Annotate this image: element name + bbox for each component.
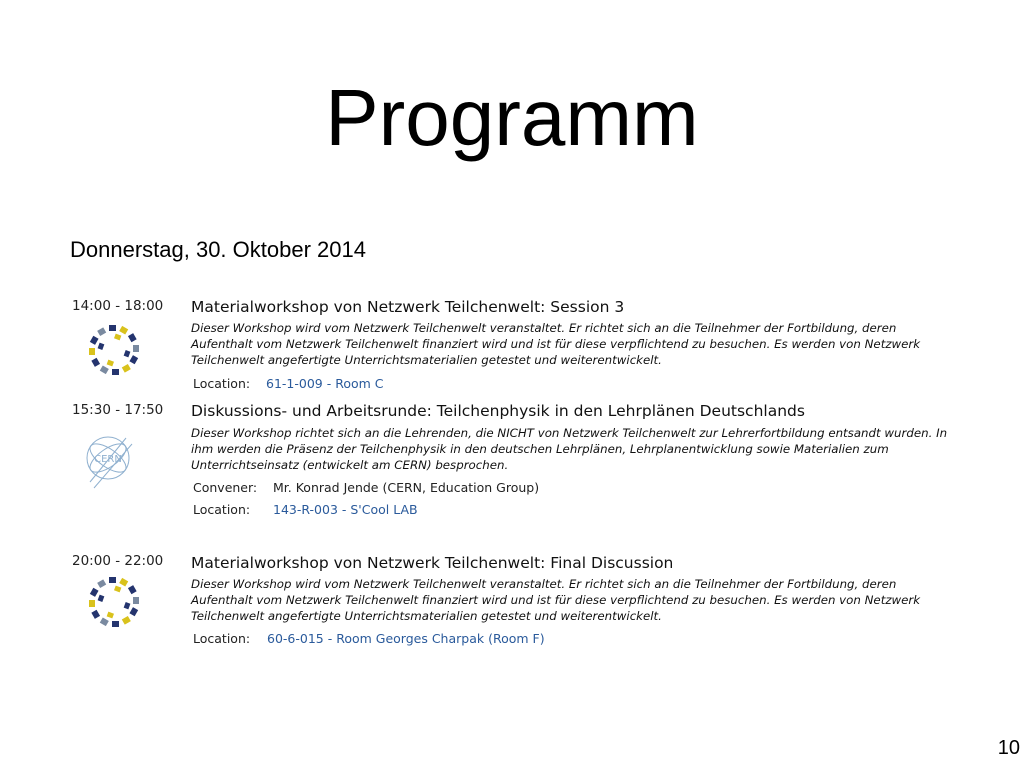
- slide-date: Donnerstag, 30. Oktober 2014: [70, 237, 366, 262]
- cern-logo-text: CERN: [94, 454, 122, 465]
- event-title: Materialworkshop von Netzwerk Teilchenwelt: Session 3: [191, 298, 625, 316]
- event-title: Diskussions- und Arbeitsrunde: Teilchenphysik in den Lehrplänen Deutschlands: [191, 402, 805, 420]
- event-title: Materialworkshop von Netzwerk Teilchenwelt: Final Discussion: [191, 554, 674, 572]
- netzwerk-teilchenwelt-logo-icon: [86, 574, 142, 630]
- slide-title: Programm: [325, 73, 699, 162]
- location-link[interactable]: 143-R-003 - S'Cool LAB: [273, 502, 418, 517]
- location-link[interactable]: 61-1-009 - Room C: [266, 376, 384, 391]
- location-label: Location:: [193, 631, 251, 646]
- event-description: Dieser Workshop wird vom Netzwerk Teilchenwelt veranstaltet. Er richtet sich an die Teilnehmer der Fortbildung, deren Aufenthalt vom Netzwerk Teilchenwelt finanziert wird und ist für diese verpflichtend zu besuchen. Es werden von Netzwerk Teilchenwelt angefertigte Unterrichtsmaterialien getestet und weiterentwickelt.: [191, 321, 921, 367]
- event-time: 14:00 - 18:00: [72, 298, 164, 314]
- event-description: Dieser Workshop wird vom Netzwerk Teilchenwelt veranstaltet. Er richtet sich an die Teilnehmer der Fortbildung, deren Aufenthalt vom Netzwerk Teilchenwelt finanziert wird und ist für diese verpflichtend zu besuchen. Es werden von Netzwerk Teilchenwelt angefertigte Unterrichtsmaterialien getestet und weiterentwickelt.: [191, 577, 921, 623]
- event-time: 20:00 - 22:00: [72, 553, 164, 569]
- event-time: 15:30 - 17:50: [72, 402, 164, 418]
- cern-logo-icon: [80, 430, 140, 492]
- event-description: Dieser Workshop richtet sich an die Lehrenden, die NICHT von Netzwerk Teilchenwelt zur Lehrerfortbildung entsandt wurden. In ihm werden die Präsenz der Teilchenphysik in den deutschen Lehrplänen, Lehrplanentwicklung sowie Materialien zum Unterrichtseinsatz (entwickelt am CERN) besprochen.: [191, 426, 948, 472]
- page-number: 10: [997, 737, 1020, 759]
- convener-label: Convener:: [193, 480, 258, 495]
- location-label: Location:: [193, 376, 251, 391]
- netzwerk-teilchenwelt-logo-icon: [86, 322, 142, 378]
- location-link[interactable]: 60-6-015 - Room Georges Charpak (Room F): [267, 631, 545, 646]
- convener-value: Mr. Konrad Jende (CERN, Education Group): [273, 480, 540, 495]
- location-label: Location:: [193, 502, 251, 517]
